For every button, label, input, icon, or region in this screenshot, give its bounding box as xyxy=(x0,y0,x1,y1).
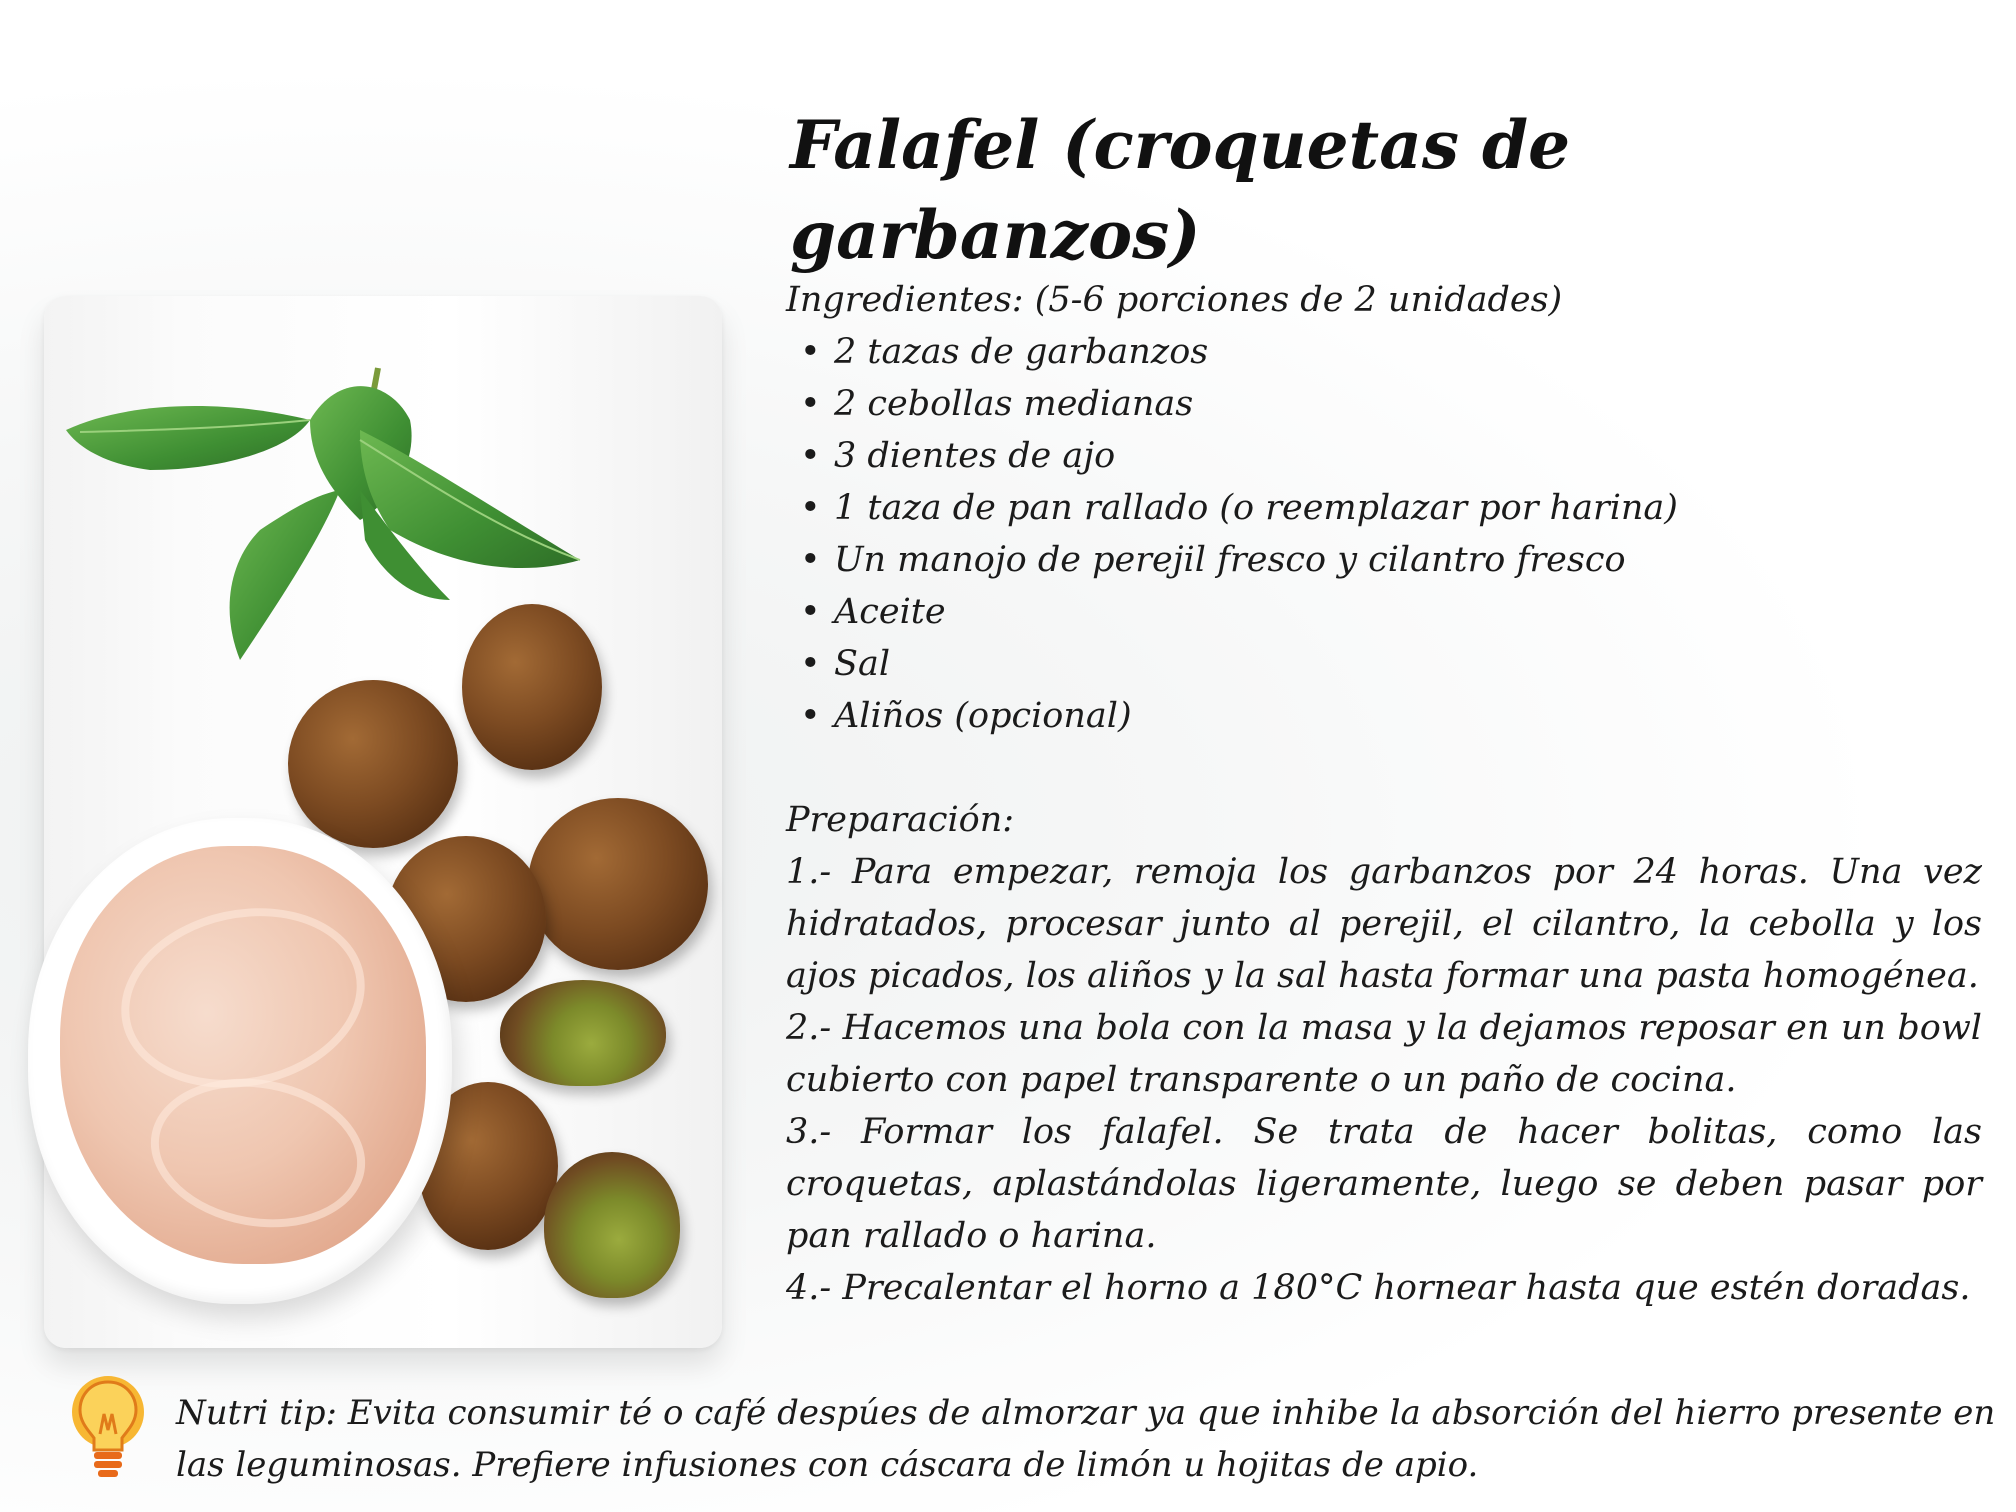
bullet-icon: • xyxy=(800,592,821,632)
preparation-steps xyxy=(786,846,1982,1314)
ingredient-item: • 2 tazas de garbanzos xyxy=(786,326,1982,378)
recipe-content xyxy=(786,274,1982,1314)
bullet-icon: • xyxy=(800,384,821,424)
preparation-step: 3.- Formar los falafel. Se trata de hacer bolitas, como las croquetas, aplastándolas ligeramente, luego se deben pasar por pan rallado o harina. xyxy=(786,1112,1982,1256)
bullet-icon: • xyxy=(800,488,821,528)
falafel-ball xyxy=(528,798,708,970)
falafel-half xyxy=(500,980,666,1086)
ingredient-item: • Aceite xyxy=(786,586,1982,638)
preparation-step: 4.- Precalentar el horno a 180°C hornear hasta que estén doradas. xyxy=(786,1268,1971,1308)
falafel-ball xyxy=(462,604,602,770)
preparation-step: 1.- Para empezar, remoja los garbanzos por 24 horas. Una vez hidratados, procesar junto al perejil, el cilantro, la cebolla y los ajos picados, los aliños y la sal hasta formar una pasta homogénea. xyxy=(786,852,1982,996)
falafel-ball xyxy=(288,680,458,848)
falafel-half xyxy=(544,1152,680,1298)
bullet-icon: • xyxy=(800,436,821,476)
bullet-icon: • xyxy=(800,644,821,684)
bullet-icon: • xyxy=(800,540,821,580)
ingredients-list xyxy=(786,326,1982,742)
ingredient-item: • Aliños (opcional) xyxy=(786,690,1982,742)
nutri-tip: Nutri tip: Evita consumir té o café despúes de almorzar ya que inhibe la absorción del hierro presente en las leguminosas. Prefiere infusiones con cáscara de limón u hojitas de apio. xyxy=(176,1393,1996,1485)
ingredient-item: • Un manojo de perejil fresco y cilantro fresco xyxy=(786,534,1982,586)
bullet-icon: • xyxy=(800,332,821,372)
section-spacer xyxy=(786,742,1982,794)
preparation-heading: Preparación: xyxy=(786,800,1015,840)
preparation-step: 2.- Hacemos una bola con la masa y la dejamos reposar en un bowl cubierto con papel transparente o un paño de cocina. xyxy=(786,1008,1982,1100)
ingredient-item: • 3 dientes de ajo xyxy=(786,430,1982,482)
ingredient-item: • 1 taza de pan rallado (o reemplazar por harina) xyxy=(786,482,1982,534)
falafel-photo xyxy=(0,0,780,1512)
ingredients-heading: Ingredientes: (5-6 porciones de 2 unidades) xyxy=(786,280,1563,320)
recipe-title: Falafel (croquetas de garbanzos) xyxy=(790,106,1571,274)
bullet-icon: • xyxy=(800,696,821,736)
ingredient-item: • Sal xyxy=(786,638,1982,690)
ingredient-item: • 2 cebollas medianas xyxy=(786,378,1982,430)
lightbulb-icon xyxy=(68,1374,148,1484)
